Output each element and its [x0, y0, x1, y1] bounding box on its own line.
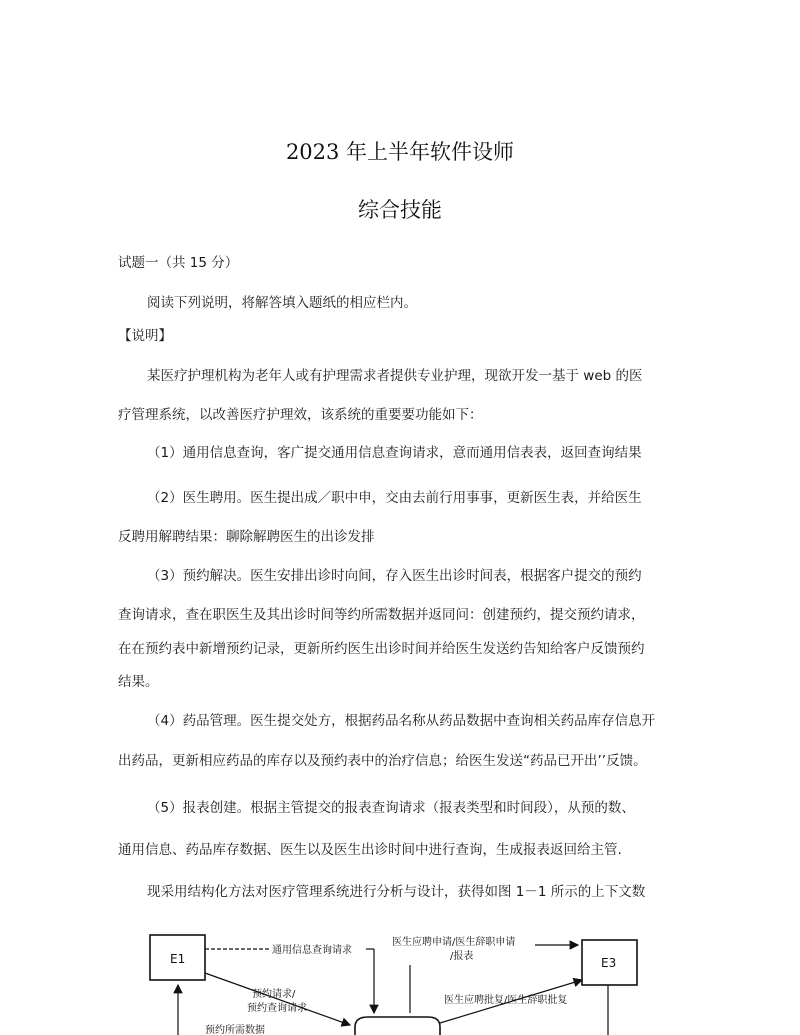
page-subtitle: 综合技能: [358, 198, 442, 222]
process-node: [355, 1017, 440, 1035]
paragraph-line: 在在预约表中新增预约记录，更新所约医生出诊时间并给医生发送约告知给客户反馈预约: [118, 641, 645, 657]
function-1-text: （1）通用信息查询，客广提交通用信息查询请求，意而通用信表表，返回查询结果: [147, 445, 642, 461]
paragraph-line: 通用信息、药品库存数据、医生以及医生出诊时间中进行查询，生成报表返回给主管.: [118, 842, 622, 858]
context-diagram: [0, 925, 800, 1035]
flow-label-report: /报表: [450, 951, 474, 962]
page-title: 2023 年上半年软件设师: [285, 140, 515, 164]
flow-label-booking-query: 预约查询请求: [247, 1003, 307, 1014]
flow-label-doctor-apply: 医生应聘申请/医生辞职申请: [392, 937, 516, 948]
paragraph-line: 现采用结构化方法对医疗管理系统进行分析与设计，获得如图 1－1 所示的上下文数: [147, 884, 646, 900]
flow-label-general-query: 通用信息查询请求: [272, 945, 352, 956]
flow-label-booking-request: 预约请求/: [252, 989, 296, 1000]
function-2-text: （2）医生聘用。医生提出成／职中申，交由去前行用事事，更新医生表，并给医生: [147, 490, 642, 506]
instruction-text: 阅读下列说明，将解答填入题纸的相应栏内。: [147, 295, 417, 311]
paragraph-line: 反聘用解聘结果：聊除解聘医生的出诊发排: [118, 529, 375, 545]
paragraph-line: 某医疗护理机构为老年人或有护理需求者提供专业护理，现欲开发一基于 web 的医: [147, 368, 643, 384]
paragraph-line: 结果。: [118, 674, 159, 690]
entity-e1-label: E1: [170, 952, 186, 966]
entity-e3-label: E3: [601, 956, 617, 970]
paragraph-line: 疗管理系统，以改善医疗护理效，该系统的重要要功能如下：: [118, 407, 483, 423]
function-5-text: （5）报表创建。根据主管提交的报表查询请求（报表类型和时间段），从预的数、: [147, 800, 635, 816]
question-heading: 试题一（共 15 分）: [118, 255, 239, 271]
paragraph-line: 查询请求，查在职医生及其出诊时间等约所需数据并返同问：创建预约，提交预约请求，: [118, 607, 645, 623]
paragraph-line: 出药品，更新相应药品的库存以及预约表中的治疗信息；给医生发送“药品已开出’’反馈。: [118, 753, 647, 769]
function-3-text: （3）预约解决。医生安排出诊时向间，存入医生出诊时间表，根据客户提交的预约: [147, 568, 642, 584]
section-label: 【说明】: [118, 328, 172, 344]
function-4-text: （4）药品管理。医生提交处方，根据药品名称从药品数据中查询相关药品库存信息开: [147, 713, 656, 729]
flow-label-doctor-reply: 医生应聘批复/医生辞职批复: [444, 995, 568, 1006]
flow-label-booking-data: 预约所需数据: [205, 1025, 265, 1035]
